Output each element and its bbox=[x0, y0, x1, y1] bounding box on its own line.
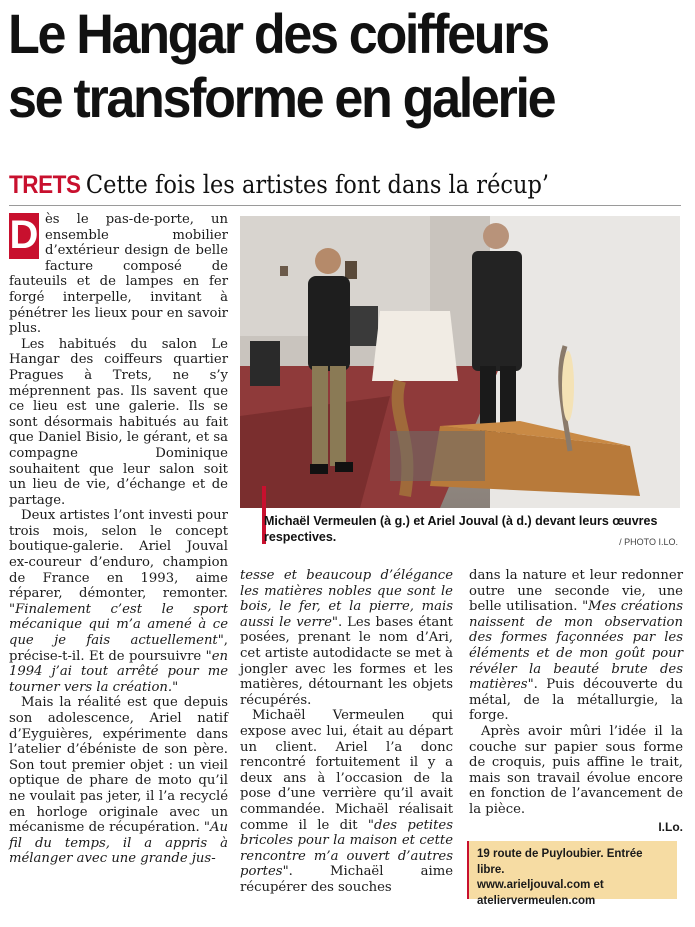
photo-caption: Michaël Vermeulen (à g.) et Ariel Jouval (à d.) devant leurs œuvres respectives. bbox=[264, 514, 658, 544]
info-website-2[interactable]: ateliervermeulen.com bbox=[477, 894, 596, 907]
article-column-3 bbox=[469, 568, 683, 818]
photo-credit: / PHOTO I.LO. bbox=[619, 537, 678, 547]
author-signature: I.Lo. bbox=[658, 820, 683, 834]
photo-illustration bbox=[240, 216, 680, 508]
paragraph-4-start: Mais la réalité est que depuis son adolescence, Ariel natif d’Eyguières, expérimente dans l’atelier d’ébéniste de son père. Son tout premier objet : un vieil optique de phare de moto qu’il ne voulait pas jeter, il l’a recyclé en horloge originale avec un mécanisme de récupération. "Au fil du temps, il a appris à mélanger avec une grande jus- bbox=[9, 695, 228, 867]
paragraph-2: Les habitués du salon Le Hangar des coiffeurs quartier Pragues à Trets, ne s’y méprennent pas. Ils savent que ce lieu est une galerie. Ils se sont désormais habitués au fait que Daniel Bisio, le gérant, et sa compagne Dominique souhaitent que leur salon soit un lieu de vie, d’échange et de partage. bbox=[9, 336, 228, 508]
headline-line-2: se transforme en galerie bbox=[8, 66, 555, 129]
practical-info-box bbox=[467, 841, 677, 907]
paragraph-1: ès le pas-de-porte, un ensemble mobilier d’extérieur design de belle facture composé de fauteuils et de lampes en fer forgé interpelle, invitant à pénétrer les lieux pour en savoir plus. bbox=[9, 212, 228, 337]
headline bbox=[8, 2, 640, 130]
article-column-1 bbox=[9, 212, 228, 867]
drop-cap: D bbox=[9, 213, 39, 257]
info-address: 19 route de Puyloubier. Entrée libre. bbox=[477, 848, 643, 876]
paragraph-6: Après avoir mûri l’idée il la couche sur papier sous forme de croquis, puis affine le trait, mais son travail évolue encore en fonction de l’avancement de la pièce. bbox=[469, 723, 683, 817]
article-column-2 bbox=[240, 568, 453, 895]
article-photo bbox=[240, 216, 680, 508]
headline-line-1: Le Hangar des coiffeurs bbox=[8, 2, 548, 65]
subheadline-text: Cette fois les artistes font dans la récup’ bbox=[85, 170, 550, 199]
subhead-rule bbox=[9, 205, 681, 206]
paragraph-4-end: tesse et beaucoup d’élégance les matières nobles que sont le bois, le fer, et la pierre, mais aussi le verre". Les bases étant posées, prenant le nom d’Ari, cet artiste autodidacte se met à jongler avec les formes et les matières, détournant les objets récupérés. bbox=[240, 568, 453, 708]
location-kicker: TRETS bbox=[9, 171, 81, 199]
info-website-1[interactable]: www.arieljouval.com et bbox=[477, 879, 604, 891]
subheadline bbox=[9, 170, 621, 200]
paragraph-5: Michaël Vermeulen qui expose avec lui, était au départ un client. Ariel l’a donc rencontré fortuitement il y a deux ans à l’occasion de la pose d’une verrière qu’il avait commandée. Michaël réalisait comme il le dit "des petites bricoles pour la maison et cette rencontre m’a ouvert d’autres portes". Michaël aime récupérer des souches bbox=[240, 708, 454, 895]
paragraph-5-end: dans la nature et leur redonner outre une seconde vie, une belle utilisation. "Mes créations naissent de mon observation des formes façonnées par les éléments et de mon goût pour révéler la beauté brute des matières". Puis découverte du métal, de la métallurgie, la forge. bbox=[469, 568, 683, 724]
paragraph-3: Deux artistes l’ont investi pour trois mois, selon le concept boutique-galerie. Ariel Jouval ex-coureur d’enduro, champion de France en 1993, aime réparer, démonter, remonter. "Finalement c’est le sport mécanique qui m’a amené à ce que je fais actuellement", précise-t-il. Et de poursuivre "en 1994 j’ai tout arrêté pour me tourner vers la création." bbox=[9, 508, 228, 695]
